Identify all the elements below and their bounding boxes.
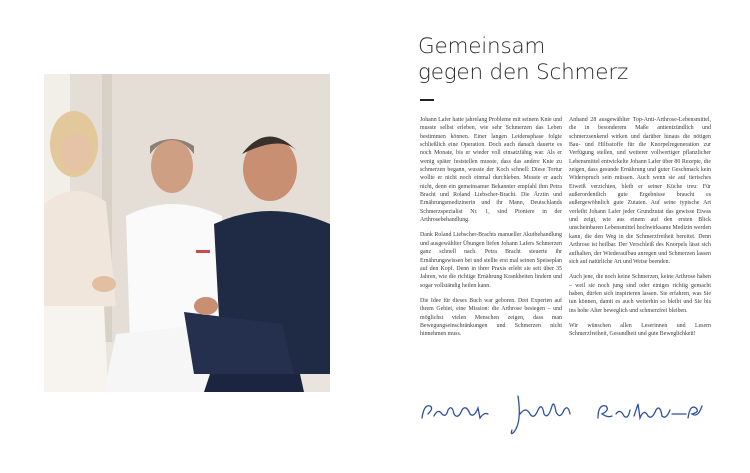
author-photo <box>44 74 330 392</box>
paragraph: Wir wünschen allen Leserinnen und Lesern Schmerzfreiheit, Gesundheit und gute Beweglichkeit! <box>569 322 711 338</box>
paragraph: Anhand 28 ausgewählter Top-Anti-Arthrose-Lebensmittel, die in besonderem Maße antientzündlich und schmerzsenkend wirken und darüber hinaus die nötigen Bau- und Hilfsstoffe für die Knorpelregeneration zur Verfügung stellen, und weiterer vollwertiger pflanzlicher Lebensmittel entwickelte Johann Lafer über 80 Rezepte, die zeigen, dass gesunde Ernährung und guter Geschmack kein Widerspruch sein müssen. Auch wenn sie auf tierisches Eiweiß verzichten, bleib er seiner Küche treu: Für außerordentlich gute Ergebnisse braucht es außergewöhnlich gute Zutaten. Auf seine typische Art verleiht Johann Lafer jeder Grundzutat das gewisse Etwas und zeigt, wie aus einem auf den ersten Blick unscheinbaren Lebensmittel hochwirksame Medizin werden kann, die den Weg in die Schmerzfreiheit bereitet. Denn Arthrose ist heilbar. Der Verschleiß des Knorpels lässt sich aufhalten, der Wiederaufbau anregen und Schmerzen lassen sich auf natürliche Art und Weise beenden. <box>569 117 711 265</box>
title-rule <box>420 99 434 101</box>
photo-illustration <box>44 74 330 392</box>
signature-roland-liebscher-bracht <box>594 396 706 426</box>
page-title <box>418 34 718 86</box>
paragraph: Auch jene, die noch keine Schmerzen, keine Arthrose haben – weil sie noch jung sind oder einiges richtig gemacht haben, dürfen sich inspirieren lassen. Sie erfahren, was Sie tun können, damit es auch weiterhin so bleibt und Sie bis ins hohe Alter beweglich und schmerzfrei bleiben. <box>569 274 711 314</box>
paragraph: Johann Lafer hatte jahrelang Probleme mit seinem Knie und musste selbst erleben, wie sehr Schmerzen das Leben bestimmen können. Einer langen Leidensphase folgte schließlich eine Operation. Doch auch danach dauerte es noch Monate, bis er wieder voll einsatzfähig war. Als er wenig später feststellen musste, dass das andere Knie zu schmerzen begann, wusste der Koch schnell: Diese Tortur wollte er nicht noch einmal durchleben. Musste er auch nicht, denn ein gemeinsamer Bekannter empfahl ihm Petra Bracht und Roland Liebscher-Bracht. Die Ärztin und Ernährungsmedizinerin und ihr Mann, Deutschlands Schmerzspezialist Nr. 1, sind Pioniere in der Arthrosebehandlung. <box>420 117 562 224</box>
title-line-2: gegen den Schmerz <box>418 60 629 85</box>
text-column-left <box>420 116 562 346</box>
title-line-1: Gemeinsam <box>418 34 546 59</box>
signature-petra-bracht <box>418 396 492 426</box>
signature-johann-lafer <box>506 392 576 438</box>
paragraph: Die Idee für dieses Buch war geboren. Drei Experten auf ihrem Gebiet, eine Mission: die Arthrose besiegen – und möglichst vielen Menschen zeigen, dass man Bewegungseinschränkungen und Schmerzen nicht hinnehmen muss. <box>420 297 562 338</box>
text-column-right <box>569 116 711 346</box>
paragraph: Dank Roland Liebscher-Brachts manueller Akutbehandlung und ausgewählter Übungen liefen Johann Lafers Schmerzen ganz schnell nach. Petra Bracht steuerte ihr Ernährungswissen bei und stellte erst mal seinen Speiseplan auf den Kopf. Denn in ihrer Praxis erlebt sie seit über 35 Jahren, wie die richtige Ernährung Krankheiten lindern und sogar vollständig heilen kann. <box>420 232 562 289</box>
